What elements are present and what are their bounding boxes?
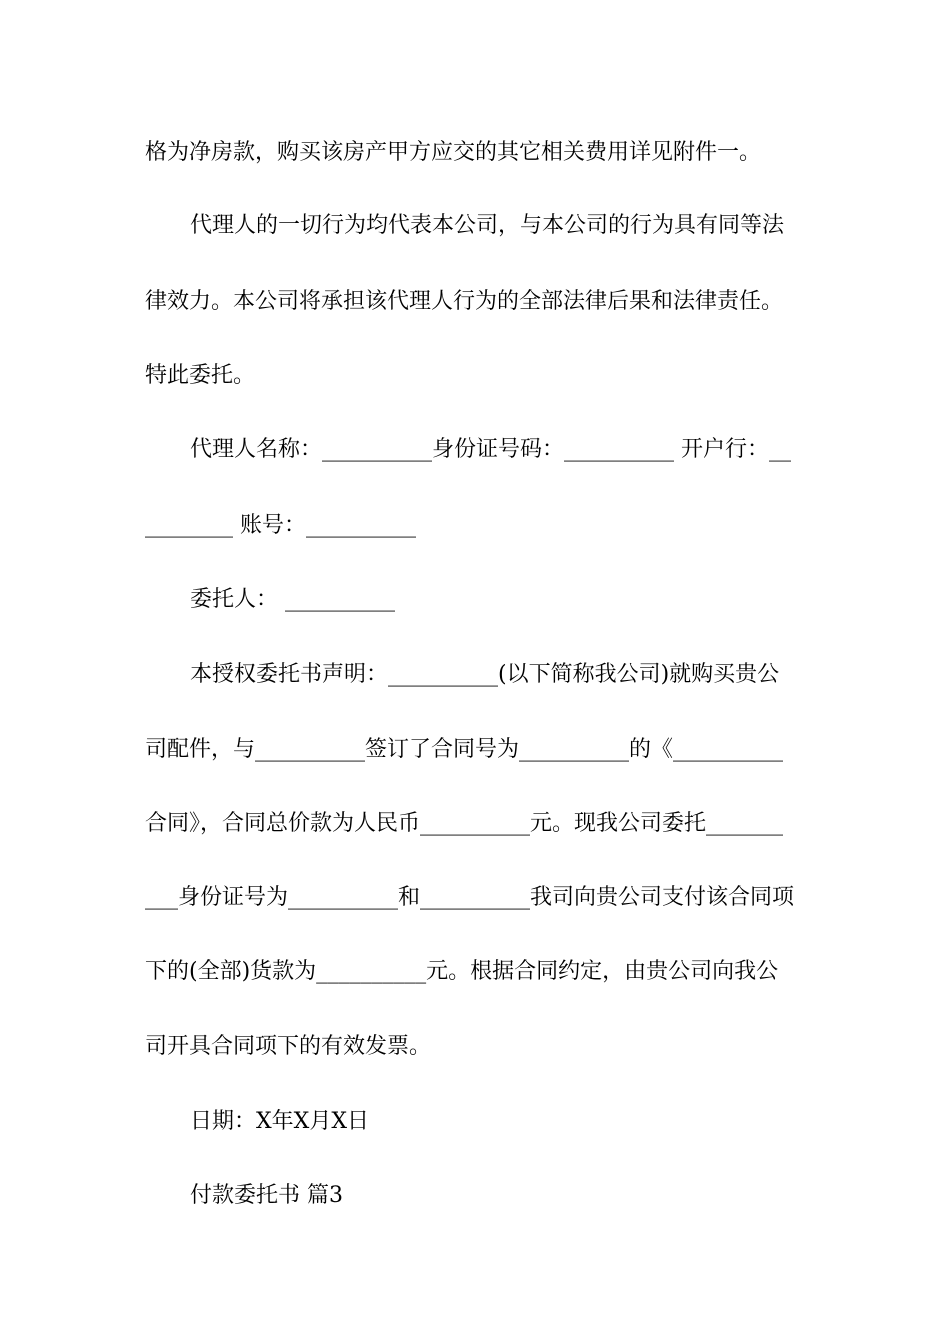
section-title: 付款委托书 篇3 <box>190 1183 343 1208</box>
paragraph-line: 司配件，与__________签订了合同号为__________的《__________ <box>145 737 784 762</box>
paragraph-line: 本授权委托书声明：__________(以下简称我公司)就购买贵公 <box>190 662 780 687</box>
paragraph-line: 合同》，合同总价款为人民币__________元。现我公司委托_______ <box>145 811 784 836</box>
account-line: ________ 账号：__________ <box>145 513 416 538</box>
paragraph-line: ___身份证号为__________和__________我司向贵公司支付该合同项 <box>145 885 795 910</box>
date-line: 日期：X年X月X日 <box>190 1109 369 1134</box>
paragraph-line: 律效力。本公司将承担该代理人行为的全部法律后果和法律责任。 <box>145 289 784 314</box>
paragraph-line: 格为净房款，购买该房产甲方应交的其它相关费用详见附件一。 <box>145 140 762 165</box>
paragraph-line: 特此委托。 <box>145 363 256 388</box>
paragraph-line: 代理人的一切行为均代表本公司，与本公司的行为具有同等法 <box>190 213 785 238</box>
paragraph-line: 司开具合同项下的有效发票。 <box>145 1034 432 1059</box>
principal-line: 委托人： __________ <box>190 587 395 612</box>
paragraph-line: 下的(全部)货款为__________元。根据合同约定，由贵公司向我公 <box>145 959 779 984</box>
agent-info-line: 代理人名称：__________身份证号码：__________ 开户行：__ <box>190 437 791 462</box>
